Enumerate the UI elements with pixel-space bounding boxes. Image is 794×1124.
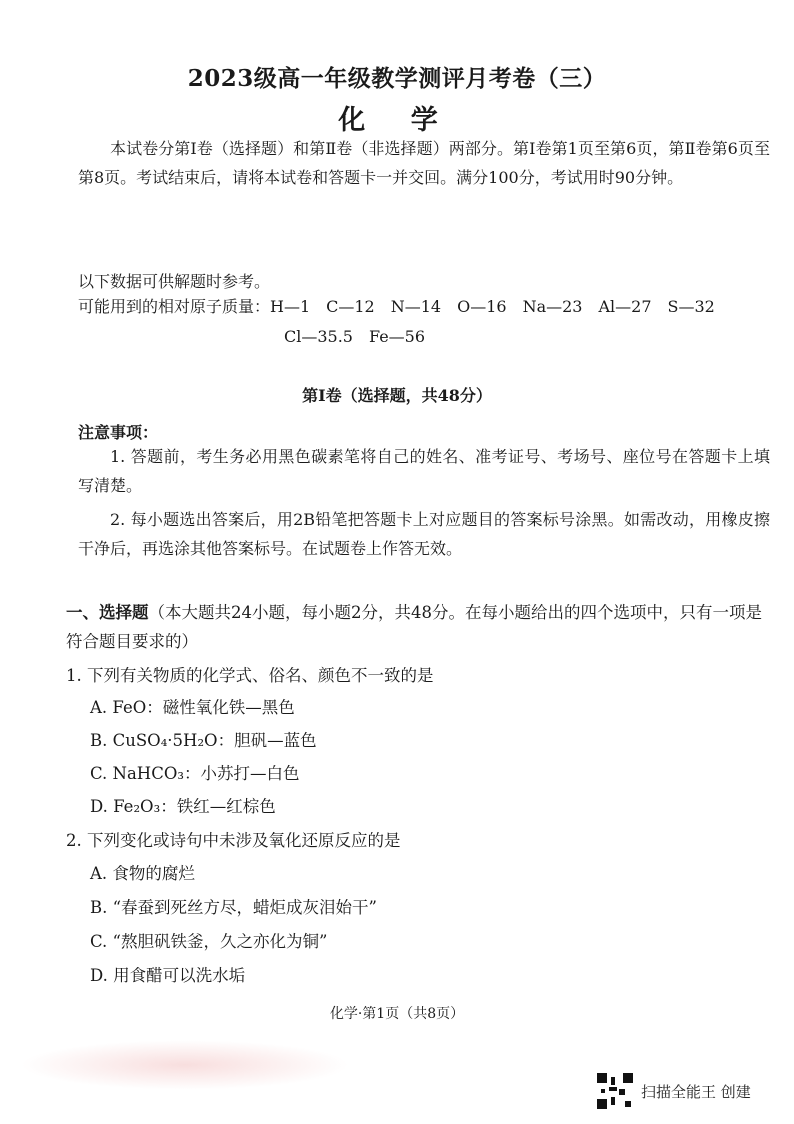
notice-item-2: 2. 每小题选出答案后，用2B铅笔把答题卡上对应题目的答案标号涂黑。如需改动，用橡皮擦干净后，再选涂其他答案标号。在试题卷上作答无效。 [78, 510, 770, 558]
section-heading: 第Ⅰ卷（选择题，共48分） [302, 386, 492, 405]
scanner-text: 扫描全能王 创建 [641, 1082, 751, 1101]
notice-title: 注意事项： [78, 423, 159, 442]
part-description: （本大题共24小题，每小题2分，共48分。在每小题给出的四个选项中，只有一项是符合题目要求的） [66, 603, 762, 651]
page-footer: 化学·第1页（共8页） [329, 1006, 465, 1022]
qr-code-icon [597, 1073, 633, 1109]
question-1-option-d: D. Fe₂O₃：铁红—红棕色 [90, 797, 276, 816]
scanner-watermark [597, 1073, 751, 1109]
scan-smudge [20, 1040, 350, 1090]
atomic-mass-line: 可能用到的相对原子质量：H—1 C—12 N—14 O—16 Na—23 Al—27 S—32 [78, 297, 715, 316]
question-2-option-a: A. 食物的腐烂 [90, 864, 195, 883]
question-2-option-c: C. “熬胆矾铁釜，久之亦化为铜” [90, 932, 328, 951]
atomic-mass-line-2: Cl—35.5 Fe—56 [284, 327, 426, 346]
part-label: 一、选择题 [66, 603, 149, 622]
exam-title: 2023级高一年级教学测评月考卷（三） [187, 65, 607, 92]
question-2-option-b: B. “春蚕到死丝方尽，蜡炬成灰泪始干” [90, 898, 377, 917]
question-1-stem: 1. 下列有关物质的化学式、俗名、颜色不一致的是 [66, 666, 434, 685]
question-1-option-b: B. CuSO₄·5H₂O：胆矾—蓝色 [90, 731, 317, 750]
reference-note: 以下数据可供解题时参考。 [78, 272, 271, 291]
question-1-option-a: A. FeO：磁性氧化铁—黑色 [90, 698, 295, 717]
intro-paragraph: 本试卷分第Ⅰ卷（选择题）和第Ⅱ卷（非选择题）两部分。第Ⅰ卷第1页至第6页，第Ⅱ卷第6页至第8页。考试结束后，请将本试卷和答题卡一并交回。满分100分，考试用时90分钟。 [78, 139, 770, 187]
subject-title: 化 学 [338, 105, 456, 136]
question-2-stem: 2. 下列变化或诗句中未涉及氧化还原反应的是 [66, 831, 401, 850]
notice-item-1: 1. 答题前，考生务必用黑色碳素笔将自己的姓名、准考证号、考场号、座位号在答题卡上填写清楚。 [78, 447, 770, 495]
question-1-option-c: C. NaHCO₃：小苏打—白色 [90, 764, 300, 783]
part-heading [66, 598, 776, 656]
question-2-option-d: D. 用食醋可以洗水垢 [90, 966, 246, 985]
